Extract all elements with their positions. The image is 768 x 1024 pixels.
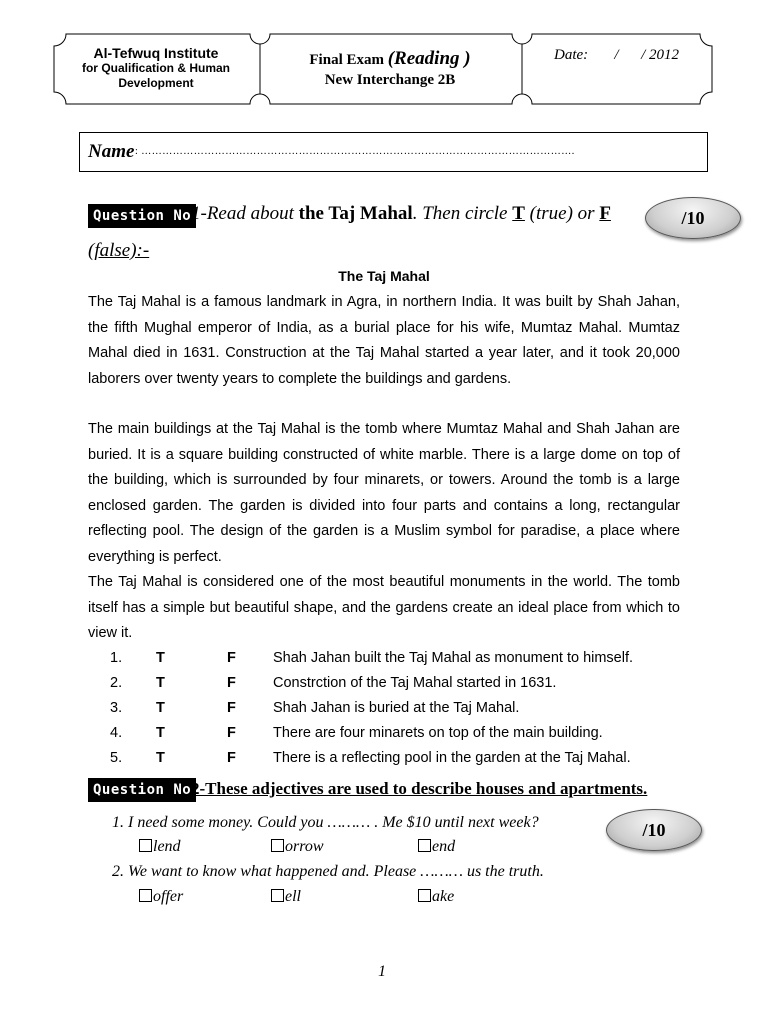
checkbox-icon[interactable] (271, 839, 284, 852)
false-option[interactable]: F (227, 675, 236, 691)
false-option[interactable]: F (227, 725, 236, 741)
article-paragraph-2: The main buildings at the Taj Mahal is the tomb where Mumtaz Mahal and Shah Jahan are buried. It is a square building constructed of white marble. There is a large dome on top of the building, which is surrounded by four minarets, or towers. Around the tomb is a large enclosed garden. The garden is divided into four parts and contains a long, rectangular reflecting pool. The design of the garden is a Muslim symbol for paradise, a place where everything is perfect. (88, 421, 680, 565)
option-take[interactable]: ake (418, 888, 454, 906)
exam-prefix: Final Exam (309, 52, 384, 68)
false-option[interactable]: F (227, 650, 236, 666)
option-offer[interactable]: offer (139, 888, 183, 906)
option-borrow[interactable]: orrow (271, 838, 324, 856)
tf-statement: Shah Jahan is buried at the Taj Mahal. (273, 700, 520, 716)
date-field (554, 47, 679, 64)
question-1-instruction: 1-Read about the Taj Mahal. Then circle T (true) or F (191, 203, 611, 224)
name-field[interactable] (79, 132, 708, 172)
false-option[interactable]: F (227, 750, 236, 766)
checkbox-icon[interactable] (271, 889, 284, 902)
true-option[interactable]: T (156, 650, 165, 666)
date-value: / / 2012 (614, 47, 679, 63)
article-paragraph-1: The Taj Mahal is a famous landmark in Agra, in northern India. It was built by Shah Jahan, the fifth Mughal emperor of India, as a burial place for his wife, Mumtaz Mahal. Mumtaz Mahal died in 1631. Construction at the Taj Mahal started a year later, and it took 20,000 laborers over twenty years to complete the buildings and gardens. (88, 294, 680, 387)
question-2-tag: Question No (88, 778, 196, 802)
option-spend[interactable]: end (418, 838, 455, 856)
tf-statement: There are four minarets on top of the main building. (273, 725, 603, 741)
tf-statement: Shah Jahan built the Taj Mahal as monument to himself. (273, 650, 634, 666)
question-2-score-badge: /10 (606, 809, 702, 851)
checkbox-icon[interactable] (418, 889, 431, 902)
name-dots: : ……………………………………………………………………………………………………………. (135, 146, 575, 157)
question-1-tag: Question No (88, 204, 196, 228)
checkbox-icon[interactable] (418, 839, 431, 852)
question-2-item-2: 2. We want to know what happened and. Please ……… us the truth. (112, 863, 544, 880)
true-option[interactable]: T (156, 725, 165, 741)
name-label: Name (88, 141, 135, 162)
exam-title (262, 49, 518, 90)
course-name: New Interchange 2B (324, 72, 456, 88)
option-lend[interactable]: lend (139, 838, 181, 856)
question-2-item-1: 1. I need some money. Could you ……… . Me $10 until next week? (112, 814, 539, 831)
tf-statement: There is a reflecting pool in the garden at the Taj Mahal. (273, 750, 631, 766)
checkbox-icon[interactable] (139, 889, 152, 902)
true-option[interactable]: T (156, 700, 165, 716)
exam-subject: (Reading ) (387, 48, 471, 69)
true-option[interactable]: T (156, 675, 165, 691)
date-label: Date: (554, 47, 589, 63)
option-tell[interactable]: ell (271, 888, 301, 906)
true-option[interactable]: T (156, 750, 165, 766)
tf-statement: Constrction of the Taj Mahal started in 1631. (273, 675, 557, 691)
checkbox-icon[interactable] (139, 839, 152, 852)
false-option[interactable]: F (227, 700, 236, 716)
question-2-instruction: 2-These adjectives are used to describe houses and apartments. (191, 779, 648, 798)
article-paragraph-3: The Taj Mahal is considered one of the most beautiful monuments in the world. The tomb itself has a simple but beautiful shape, and the gardens create an ideal place from which to view it. (88, 574, 680, 642)
institute-name: Al-Tefwuq Institute for Qualification & Human Development (81, 45, 230, 90)
question-1-false-label: (false):- (88, 240, 150, 261)
question-1-score-badge: /10 (645, 197, 741, 239)
page-number: 1 (378, 963, 386, 980)
article-title: The Taj Mahal (338, 268, 430, 284)
